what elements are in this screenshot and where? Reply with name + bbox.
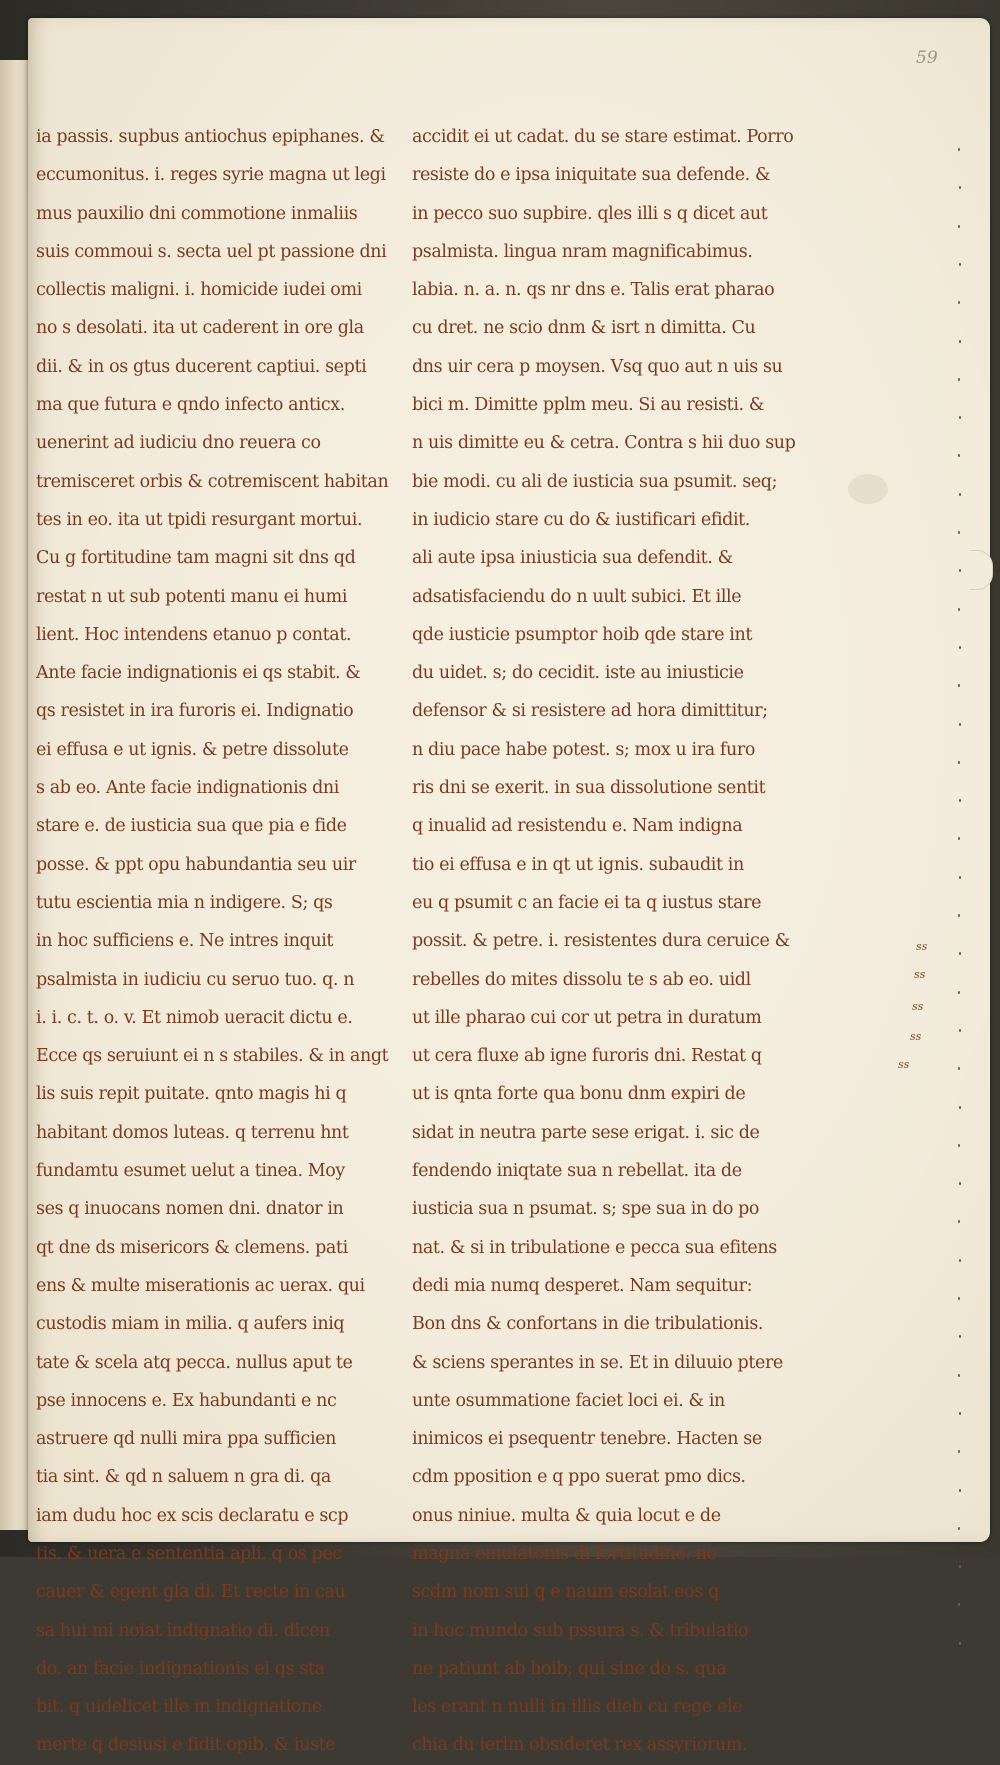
right-column-line: chia du ierlm obsideret rex assyriorum.: [412, 1735, 748, 1756]
ruling-prick-mark: [958, 1297, 960, 1300]
left-column-line: ens & multe miserationis ac uerax. qui: [36, 1275, 365, 1296]
right-column-line: & sciens sperantes in se. Et in diluuio ptere: [412, 1352, 783, 1373]
left-column-line: ma que futura e qndo infecto anticx.: [36, 395, 345, 416]
ruling-prick-mark: [958, 1144, 960, 1147]
right-column-line: resiste do e ipsa iniquitate sua defende. &: [412, 165, 771, 186]
left-column-line: posse. & ppt opu habundantia seu uir: [36, 854, 356, 875]
right-column-line: psalmista. lingua nram magnificabimus.: [412, 241, 753, 262]
right-column-line: unte osummatione faciet loci ei. & in: [412, 1390, 725, 1411]
ruling-prick-mark: [959, 876, 961, 879]
left-column-line: stare e. de iusticia sua que pia e fide: [36, 816, 347, 837]
ruling-prick-mark: [959, 340, 961, 343]
left-column-line: sa hui mi noiat indignatio di. dicen: [36, 1620, 330, 1641]
ruling-prick-mark: [958, 761, 960, 764]
left-column-line: ses q inuocans nomen dni. dnator in: [36, 1199, 344, 1220]
left-column-line: tremisceret orbis & cotremiscent habitan: [36, 471, 389, 492]
right-column-line: iusticia sua n psumat. s; spe sua in do po: [412, 1199, 760, 1220]
right-column-line: scdm nom sui q e naum esolat eos q: [412, 1582, 719, 1603]
left-column-line: uenerint ad iudiciu dno reuera co: [36, 433, 321, 454]
right-column-line: nat. & si in tribulatione e pecca sua efitens: [412, 1237, 777, 1258]
right-column-line: labia. n. a. n. qs nr dns e. Talis erat pharao: [412, 280, 775, 301]
margin-mark: ss: [910, 1030, 922, 1043]
left-column-line: qt dne ds misericors & clemens. pati: [36, 1237, 348, 1258]
left-column-line: tis. & uera e sententia apli. q os pec: [36, 1543, 342, 1564]
left-column-line: restat n ut sub potenti manu ei humi: [36, 586, 348, 607]
ruling-prick-mark: [959, 1565, 961, 1568]
ruling-prick-mark: [959, 723, 961, 726]
left-column-line: lient. Hoc intendens etanuo p contat.: [36, 624, 352, 645]
ruling-prick-mark: [958, 378, 960, 381]
left-column-line: tate & scela atq pecca. nullus aput te: [36, 1352, 353, 1373]
right-column-line: inimicos ei psequentr tenebre. Hacten se: [412, 1429, 762, 1450]
right-column-line: ut cera fluxe ab igne furoris dni. Restat q: [412, 1046, 762, 1067]
right-column-line: eu q psumit c an facie ei ta q iustus stare: [412, 892, 762, 913]
margin-mark: ss: [916, 940, 928, 953]
left-column-line: in hoc sufficiens e. Ne intres inquit: [36, 931, 334, 952]
right-column-line: du uidet. s; do cecidit. iste au iniusticie: [412, 663, 744, 684]
ruling-prick-mark: [959, 646, 961, 649]
left-column-line: cauer & egent gla di. Et recte in cau: [36, 1582, 346, 1603]
left-column-line: psalmista in iudiciu cu seruo tuo. q. n: [36, 969, 355, 990]
right-column-line: possit. & petre. i. resistentes dura ceruice &: [412, 931, 790, 952]
right-column-line: rebelles do mites dissolu te s ab eo. uidl: [412, 969, 751, 990]
ruling-prick-mark: [959, 1259, 961, 1262]
ruling-prick-mark: [959, 1106, 961, 1109]
right-column-line: dns uir cera p moysen. Vsq quo aut n uis su: [412, 356, 783, 377]
left-column-line: qs resistet in ira furoris ei. Indignatio: [36, 701, 354, 722]
right-column-line: accidit ei ut cadat. du se stare estimat. Porro: [412, 127, 794, 147]
left-column-line: ei effusa e ut ignis. & petre dissolute: [36, 739, 349, 760]
ruling-prick-mark: [959, 416, 961, 419]
folio-number: 59: [916, 48, 938, 68]
left-column-line: mus pauxilio dni commotione inmaliis: [36, 203, 358, 224]
left-text-column: [36, 118, 411, 1765]
left-column-line: fundamtu esumet uelut a tinea. Moy: [36, 1161, 345, 1182]
ruling-prick-mark: [959, 1029, 961, 1032]
page-tab-repair: [970, 550, 993, 590]
right-column-line: in hoc mundo sub pssura s. & tribulatio: [412, 1620, 749, 1641]
left-column-line: dii. & in os gtus ducerent captiui. septi: [36, 356, 367, 377]
right-column-line: qde iusticie psumptor hoib qde stare int: [412, 624, 752, 645]
right-column-line: ris dni se exerit. in sua dissolutione sentit: [412, 778, 766, 799]
ruling-prick-mark: [959, 263, 961, 266]
ruling-prick-mark: [959, 1489, 961, 1492]
left-column-line: tutu escientia mia n indigere. S; qs: [36, 892, 333, 913]
ruling-prick-mark: [959, 493, 961, 496]
left-column-line: collectis maligni. i. homicide iudei omi: [36, 280, 362, 301]
right-column-line: in pecco suo supbire. qles illi s q dicet aut: [412, 203, 768, 224]
left-column-line: merte q desiusi e fidit opib. & iuste: [36, 1735, 336, 1756]
right-column-line: cu dret. ne scio dnm & isrt n dimitta. Cu: [412, 318, 756, 339]
ruling-prick-mark: [958, 531, 960, 534]
right-column-line: tio ei effusa e in qt ut ignis. subaudit in: [412, 854, 744, 875]
ruling-prick-mark: [958, 608, 960, 611]
left-column-line: pse innocens e. Ex habundanti e nc: [36, 1390, 337, 1411]
left-column-line: iam dudu hoc ex scis declaratu e scp: [36, 1505, 349, 1526]
ruling-prick-mark: [958, 148, 960, 151]
left-column-line: eccumonitus. i. reges syrie magna ut legi: [36, 165, 386, 186]
left-column-line: do. an facie indignationis ei qs sta: [36, 1658, 325, 1679]
margin-mark: ss: [898, 1058, 910, 1071]
ruling-prick-mark: [959, 1182, 961, 1185]
right-column-line: ali aute ipsa iniusticia sua defendit. &: [412, 548, 733, 569]
right-column-line: defensor & si resistere ad hora dimittitur;: [412, 701, 768, 722]
right-column-line: les erant n nulli in illis dieb cu rege ele: [412, 1697, 743, 1718]
left-column-line: Ecce qs seruiunt ei n s stabiles. & in angt: [36, 1046, 389, 1067]
ruling-prick-mark: [959, 1642, 961, 1645]
ruling-prick-mark: [958, 1603, 960, 1606]
left-column-line: suis commoui s. secta uel pt passione dni: [36, 241, 387, 262]
right-column-line: dedi mia numq desperet. Nam sequitur:: [412, 1275, 753, 1296]
left-column-line: astruere qd nulli mira ppa sufficien: [36, 1429, 336, 1450]
right-column-line: bici m. Dimitte pplm meu. Si au resisti. &: [412, 395, 765, 416]
left-column-line: custodis miam in milia. q aufers iniq: [36, 1314, 345, 1335]
left-column-line: i. i. c. t. o. v. Et nimob ueracit dictu e.: [36, 1007, 353, 1028]
right-column-line: n uis dimitte eu & cetra. Contra s hii duo sup: [412, 433, 796, 454]
left-column-line: ia passis. supbus antiochus epiphanes. &: [36, 127, 385, 147]
right-column-line: ut ille pharao cui cor ut petra in duratum: [412, 1007, 762, 1028]
page-stain: [848, 474, 888, 504]
margin-mark: ss: [912, 1000, 924, 1013]
left-column-line: tia sint. & qd n saluem n gra di. qa: [36, 1467, 331, 1488]
right-text-column: [412, 118, 852, 1765]
right-column-line: fendendo iniqtate sua n rebellat. ita de: [412, 1161, 742, 1182]
ruling-prick-mark: [958, 914, 960, 917]
margin-mark: ss: [914, 968, 926, 981]
left-column-line: tes in eo. ita ut tpidi resurgant mortui.: [36, 509, 363, 530]
left-column-line: Cu g fortitudine tam magni sit dns qd: [36, 548, 356, 569]
ruling-prick-mark: [958, 225, 960, 228]
ruling-prick-mark: [958, 1374, 960, 1377]
right-column-line: sidat in neutra parte sese erigat. i. sic de: [412, 1122, 760, 1143]
previous-leaf-edge: [0, 60, 31, 1530]
right-column-line: n diu pace habe potest. s; mox u ira furo: [412, 739, 755, 760]
right-column-line: cdm pposition e q ppo suerat pmo dics.: [412, 1467, 746, 1488]
right-column-line: Bon dns & confortans in die tribulationis.: [412, 1314, 764, 1335]
left-column-line: no s desolati. ita ut caderent in ore gla: [36, 318, 364, 339]
left-column-line: bit. q uidelicet ille in indignatione: [36, 1697, 322, 1718]
ruling-prick-mark: [959, 1412, 961, 1415]
right-column-line: ut is qnta forte qua bonu dnm expiri de: [412, 1084, 746, 1105]
right-column-line: adsatisfaciendu do n uult subici. Et ille: [412, 586, 742, 607]
left-column-line: lis suis repit puitate. qnto magis hi q: [36, 1084, 347, 1105]
ruling-prick-mark: [958, 991, 960, 994]
right-column-line: q inualid ad resistendu e. Nam indigna: [412, 816, 743, 837]
left-column-line: habitant domos luteas. q terrenu hnt: [36, 1122, 349, 1143]
ruling-prick-mark: [959, 799, 961, 802]
right-column-line: in iudicio stare cu do & iustificari efidit.: [412, 509, 750, 530]
right-column-line: bie modi. cu ali de iusticia sua psumit. seq;: [412, 471, 778, 492]
left-column-line: Ante facie indignationis ei qs stabit. &: [36, 663, 361, 684]
right-column-line: ne patiunt ab hoib; qui sine do s. qua: [412, 1658, 727, 1679]
right-column-line: magna emulatonis di fortitudine. nc: [412, 1543, 717, 1564]
left-column-line: s ab eo. Ante facie indignationis dni: [36, 778, 339, 799]
right-column-line: onus niniue. multa & quia locut e de: [412, 1505, 721, 1526]
ruling-prick-mark: [958, 1527, 960, 1530]
